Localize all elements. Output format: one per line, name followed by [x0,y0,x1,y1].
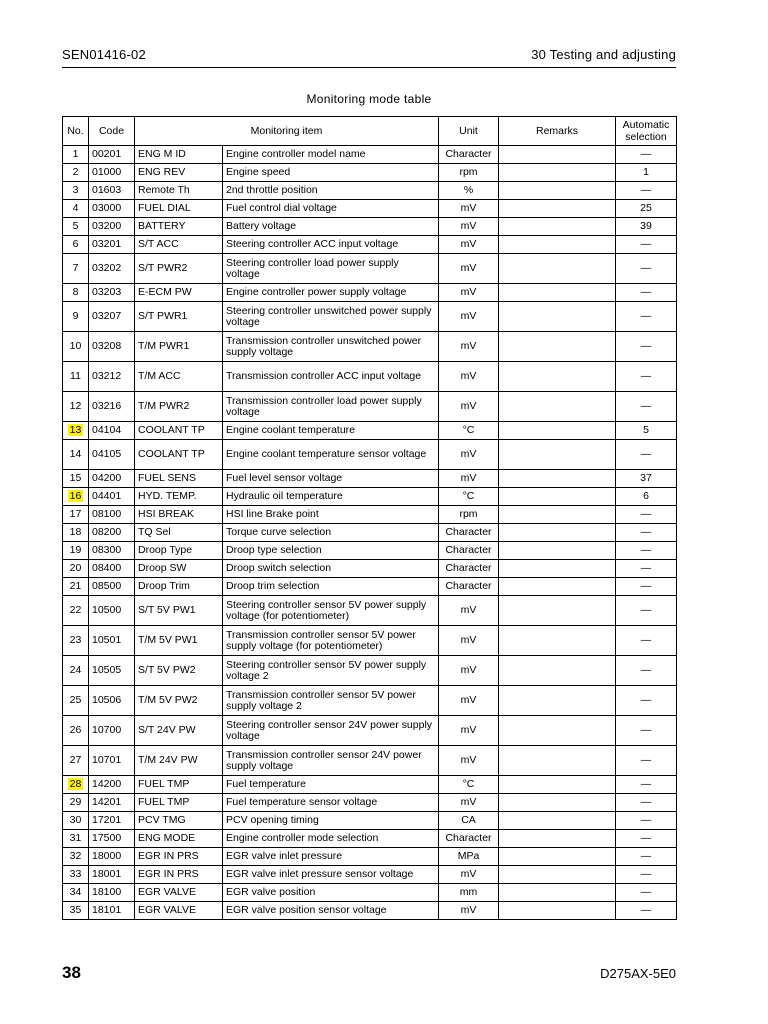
row-monitor-label: PCV TMG [135,812,223,830]
row-code: 10700 [89,716,135,746]
row-automatic-selection: — [616,560,677,578]
row-remarks [499,746,616,776]
row-remarks [499,218,616,236]
row-monitoring-item: EGR valve position sensor voltage [223,902,439,920]
row-number [63,422,89,440]
row-unit: °C [439,776,499,794]
row-number: 2 [63,164,89,182]
row-monitoring-item: EGR valve inlet pressure [223,848,439,866]
row-automatic-selection: — [616,686,677,716]
row-monitor-label: COOLANT TP [135,422,223,440]
row-number: 4 [63,200,89,218]
row-monitor-label: FUEL TMP [135,776,223,794]
row-unit: mm [439,884,499,902]
row-monitor-label: T/M ACC [135,362,223,392]
table-row [63,578,677,596]
row-remarks [499,794,616,812]
row-number: 35 [63,902,89,920]
row-unit: mV [439,716,499,746]
row-remarks [499,236,616,254]
row-monitor-label: Droop SW [135,560,223,578]
table-row [63,686,677,716]
row-unit: mV [439,284,499,302]
row-monitoring-item: Fuel temperature sensor voltage [223,794,439,812]
row-monitor-label: EGR VALVE [135,902,223,920]
row-number: 3 [63,182,89,200]
row-automatic-selection: — [616,524,677,542]
table-row [63,776,677,794]
row-unit: mV [439,362,499,392]
row-code: 04401 [89,488,135,506]
row-remarks [499,686,616,716]
row-number: 27 [63,746,89,776]
row-number: 32 [63,848,89,866]
row-number: 31 [63,830,89,848]
row-monitoring-item: Engine coolant temperature [223,422,439,440]
row-unit: Character [439,578,499,596]
row-unit: mV [439,200,499,218]
row-monitoring-item: Engine coolant temperature sensor voltage [223,440,439,470]
row-monitor-label: S/T 5V PW1 [135,596,223,626]
row-remarks [499,716,616,746]
row-code: 17500 [89,830,135,848]
row-remarks [499,812,616,830]
row-automatic-selection: — [616,746,677,776]
row-code: 03208 [89,332,135,362]
col-header-code: Code [89,117,135,146]
col-header-no: No. [63,117,89,146]
row-monitor-label: Remote Th [135,182,223,200]
row-code: 10701 [89,746,135,776]
row-code: 01000 [89,164,135,182]
table-row [63,392,677,422]
row-automatic-selection: — [616,284,677,302]
row-number: 30 [63,812,89,830]
row-monitoring-item: Engine controller power supply voltage [223,284,439,302]
row-remarks [499,578,616,596]
table-row [63,302,677,332]
row-automatic-selection: — [616,848,677,866]
row-code: 08300 [89,542,135,560]
highlighted-row-number: 16 [69,490,82,502]
row-automatic-selection: — [616,146,677,164]
section-title: 30 Testing and adjusting [531,47,676,62]
row-unit: mV [439,746,499,776]
row-monitor-label: FUEL TMP [135,794,223,812]
row-monitoring-item: Fuel control dial voltage [223,200,439,218]
table-row [63,902,677,920]
row-code: 03216 [89,392,135,422]
row-code: 18000 [89,848,135,866]
row-unit: mV [439,596,499,626]
row-automatic-selection: — [616,392,677,422]
row-number [63,488,89,506]
row-monitoring-item: Transmission controller ACC input voltage [223,362,439,392]
row-automatic-selection: — [616,578,677,596]
row-unit: mV [439,392,499,422]
row-monitoring-item: Droop switch selection [223,560,439,578]
row-monitoring-item: Steering controller ACC input voltage [223,236,439,254]
table-row [63,254,677,284]
row-number: 26 [63,716,89,746]
row-unit: mV [439,218,499,236]
row-monitoring-item: HSI line Brake point [223,506,439,524]
row-number: 22 [63,596,89,626]
row-monitoring-item: Droop type selection [223,542,439,560]
highlighted-row-number: 13 [69,424,82,436]
table-row [63,218,677,236]
col-header-remarks: Remarks [499,117,616,146]
row-automatic-selection: — [616,506,677,524]
highlighted-row-number: 28 [69,778,82,790]
row-number: 1 [63,146,89,164]
row-code: 03200 [89,218,135,236]
row-number: 33 [63,866,89,884]
monitoring-mode-table [62,116,677,920]
row-monitor-label: TQ Sel [135,524,223,542]
row-monitor-label: ENG REV [135,164,223,182]
row-code: 10501 [89,626,135,656]
row-monitoring-item: Battery voltage [223,218,439,236]
row-code: 03203 [89,284,135,302]
table-row [63,440,677,470]
row-code: 10505 [89,656,135,686]
model-code: D275AX-5E0 [600,966,676,981]
row-monitor-label: T/M 24V PW [135,746,223,776]
row-automatic-selection: — [616,794,677,812]
table-row [63,560,677,578]
row-unit: °C [439,488,499,506]
row-monitoring-item: EGR valve position [223,884,439,902]
row-automatic-selection: 39 [616,218,677,236]
row-unit: mV [439,686,499,716]
row-monitor-label: T/M 5V PW1 [135,626,223,656]
row-automatic-selection: — [616,830,677,848]
document-code: SEN01416-02 [62,47,146,62]
row-monitor-label: BATTERY [135,218,223,236]
row-automatic-selection: 5 [616,422,677,440]
row-remarks [499,884,616,902]
row-automatic-selection: — [616,362,677,392]
table-body [63,146,677,920]
row-code: 10500 [89,596,135,626]
row-monitor-label: E-ECM PW [135,284,223,302]
row-monitoring-item: Steering controller load power supply voltage [223,254,439,284]
row-automatic-selection: — [616,440,677,470]
row-monitor-label: T/M PWR2 [135,392,223,422]
table-row [63,506,677,524]
col-header-automatic-selection: Automatic selection [616,117,677,146]
row-remarks [499,902,616,920]
row-remarks [499,596,616,626]
row-number [63,776,89,794]
row-number: 7 [63,254,89,284]
row-unit: mV [439,794,499,812]
row-monitor-label: COOLANT TP [135,440,223,470]
row-code: 04200 [89,470,135,488]
row-remarks [499,848,616,866]
row-unit: Character [439,830,499,848]
row-automatic-selection: — [616,716,677,746]
row-code: 18100 [89,884,135,902]
row-unit: CA [439,812,499,830]
table-row [63,542,677,560]
row-remarks [499,182,616,200]
row-automatic-selection: 1 [616,164,677,182]
col-header-monitoring-item: Monitoring item [135,117,439,146]
row-monitor-label: ENG MODE [135,830,223,848]
row-monitoring-item: Engine controller mode selection [223,830,439,848]
row-code: 04104 [89,422,135,440]
table-title: Monitoring mode table [306,92,432,106]
row-unit: Character [439,560,499,578]
table-header-row [63,117,677,146]
row-remarks [499,506,616,524]
row-number: 24 [63,656,89,686]
row-number: 21 [63,578,89,596]
row-monitor-label: Droop Type [135,542,223,560]
row-remarks [499,302,616,332]
row-code: 01603 [89,182,135,200]
row-number: 11 [63,362,89,392]
row-monitor-label: T/M 5V PW2 [135,686,223,716]
row-remarks [499,332,616,362]
row-code: 08100 [89,506,135,524]
row-remarks [499,776,616,794]
row-monitoring-item: Transmission controller load power supply voltage [223,392,439,422]
row-number: 17 [63,506,89,524]
table-row [63,866,677,884]
row-monitoring-item: Fuel temperature [223,776,439,794]
row-unit: mV [439,470,499,488]
row-unit: mV [439,866,499,884]
row-monitoring-item: PCV opening timing [223,812,439,830]
row-automatic-selection: — [616,596,677,626]
table-row [63,794,677,812]
row-number: 34 [63,884,89,902]
row-unit: °C [439,422,499,440]
row-automatic-selection: — [616,626,677,656]
row-remarks [499,392,616,422]
row-unit: mV [439,440,499,470]
row-automatic-selection: — [616,902,677,920]
row-unit: mV [439,902,499,920]
table-row [63,284,677,302]
table-row [63,332,677,362]
row-remarks [499,830,616,848]
row-automatic-selection: — [616,776,677,794]
table-row [63,200,677,218]
row-unit: Character [439,542,499,560]
row-monitor-label: S/T ACC [135,236,223,254]
row-code: 03207 [89,302,135,332]
row-automatic-selection: — [616,302,677,332]
row-unit: mV [439,332,499,362]
row-monitoring-item: Steering controller unswitched power supply voltage [223,302,439,332]
row-monitoring-item: Droop trim selection [223,578,439,596]
row-automatic-selection: — [616,236,677,254]
row-number: 25 [63,686,89,716]
row-unit: mV [439,254,499,284]
table-row [63,656,677,686]
row-monitoring-item: Transmission controller sensor 5V power supply voltage (for potentiometer) [223,626,439,656]
row-remarks [499,656,616,686]
row-remarks [499,284,616,302]
row-unit: MPa [439,848,499,866]
row-code: 08400 [89,560,135,578]
row-code: 08500 [89,578,135,596]
row-monitoring-item: Engine speed [223,164,439,182]
row-number: 19 [63,542,89,560]
row-unit: Character [439,524,499,542]
row-remarks [499,524,616,542]
row-remarks [499,254,616,284]
table-row [63,182,677,200]
row-remarks [499,866,616,884]
row-number: 29 [63,794,89,812]
row-monitor-label: EGR VALVE [135,884,223,902]
row-monitor-label: S/T PWR2 [135,254,223,284]
row-monitor-label: T/M PWR1 [135,332,223,362]
row-remarks [499,560,616,578]
row-number: 23 [63,626,89,656]
table-row [63,488,677,506]
row-automatic-selection: — [616,182,677,200]
row-monitoring-item: Torque curve selection [223,524,439,542]
table-row [63,596,677,626]
row-automatic-selection: 25 [616,200,677,218]
row-monitor-label: S/T 24V PW [135,716,223,746]
row-monitor-label: Droop Trim [135,578,223,596]
row-monitoring-item: 2nd throttle position [223,182,439,200]
row-monitoring-item: EGR valve inlet pressure sensor voltage [223,866,439,884]
row-code: 18101 [89,902,135,920]
row-number: 9 [63,302,89,332]
row-code: 08200 [89,524,135,542]
table-row [63,164,677,182]
table-row [63,812,677,830]
row-code: 14201 [89,794,135,812]
row-unit: mV [439,656,499,686]
table-row [63,524,677,542]
row-number: 14 [63,440,89,470]
row-automatic-selection: 37 [616,470,677,488]
row-code: 03201 [89,236,135,254]
row-monitoring-item: Steering controller sensor 24V power supply voltage [223,716,439,746]
table-row [63,146,677,164]
header-rule [62,67,676,68]
row-monitoring-item: Fuel level sensor voltage [223,470,439,488]
table-row [63,746,677,776]
table-row [63,884,677,902]
table-row [63,830,677,848]
row-unit: Character [439,146,499,164]
table-row [63,470,677,488]
row-monitor-label: EGR IN PRS [135,848,223,866]
row-unit: rpm [439,164,499,182]
row-monitoring-item: Engine controller model name [223,146,439,164]
row-monitor-label: S/T PWR1 [135,302,223,332]
row-automatic-selection: — [616,866,677,884]
row-number: 10 [63,332,89,362]
row-automatic-selection: — [616,542,677,560]
row-code: 10506 [89,686,135,716]
row-monitoring-item: Hydraulic oil temperature [223,488,439,506]
row-automatic-selection: 6 [616,488,677,506]
row-number: 12 [63,392,89,422]
page-number: 38 [62,963,81,982]
row-number: 5 [63,218,89,236]
row-automatic-selection: — [616,884,677,902]
row-remarks [499,470,616,488]
row-number: 8 [63,284,89,302]
row-automatic-selection: — [616,656,677,686]
row-remarks [499,488,616,506]
row-monitoring-item: Steering controller sensor 5V power supply voltage (for potentiometer) [223,596,439,626]
row-number: 20 [63,560,89,578]
table-row [63,362,677,392]
row-monitor-label: EGR IN PRS [135,866,223,884]
row-code: 18001 [89,866,135,884]
row-remarks [499,164,616,182]
table-row [63,236,677,254]
row-monitoring-item: Transmission controller sensor 24V power supply voltage [223,746,439,776]
row-code: 14200 [89,776,135,794]
row-monitoring-item: Transmission controller sensor 5V power supply voltage 2 [223,686,439,716]
row-number: 15 [63,470,89,488]
row-code: 03000 [89,200,135,218]
row-unit: mV [439,626,499,656]
row-number: 18 [63,524,89,542]
row-code: 03212 [89,362,135,392]
table-row [63,848,677,866]
row-automatic-selection: — [616,812,677,830]
row-remarks [499,200,616,218]
row-monitor-label: ENG M ID [135,146,223,164]
row-remarks [499,626,616,656]
row-remarks [499,146,616,164]
row-code: 03202 [89,254,135,284]
row-monitoring-item: Transmission controller unswitched power supply voltage [223,332,439,362]
row-code: 04105 [89,440,135,470]
row-monitor-label: HYD. TEMP. [135,488,223,506]
row-number: 6 [63,236,89,254]
row-monitoring-item: Steering controller sensor 5V power supply voltage 2 [223,656,439,686]
table-row [63,422,677,440]
col-header-unit: Unit [439,117,499,146]
row-code: 00201 [89,146,135,164]
row-automatic-selection: — [616,254,677,284]
row-monitor-label: FUEL SENS [135,470,223,488]
row-automatic-selection: — [616,332,677,362]
row-monitor-label: FUEL DIAL [135,200,223,218]
row-monitor-label: S/T 5V PW2 [135,656,223,686]
table-row [63,626,677,656]
row-unit: % [439,182,499,200]
row-unit: rpm [439,506,499,524]
row-monitor-label: HSI BREAK [135,506,223,524]
row-code: 17201 [89,812,135,830]
row-unit: mV [439,236,499,254]
row-remarks [499,542,616,560]
row-remarks [499,422,616,440]
row-unit: mV [439,302,499,332]
row-remarks [499,362,616,392]
row-remarks [499,440,616,470]
table-row [63,716,677,746]
